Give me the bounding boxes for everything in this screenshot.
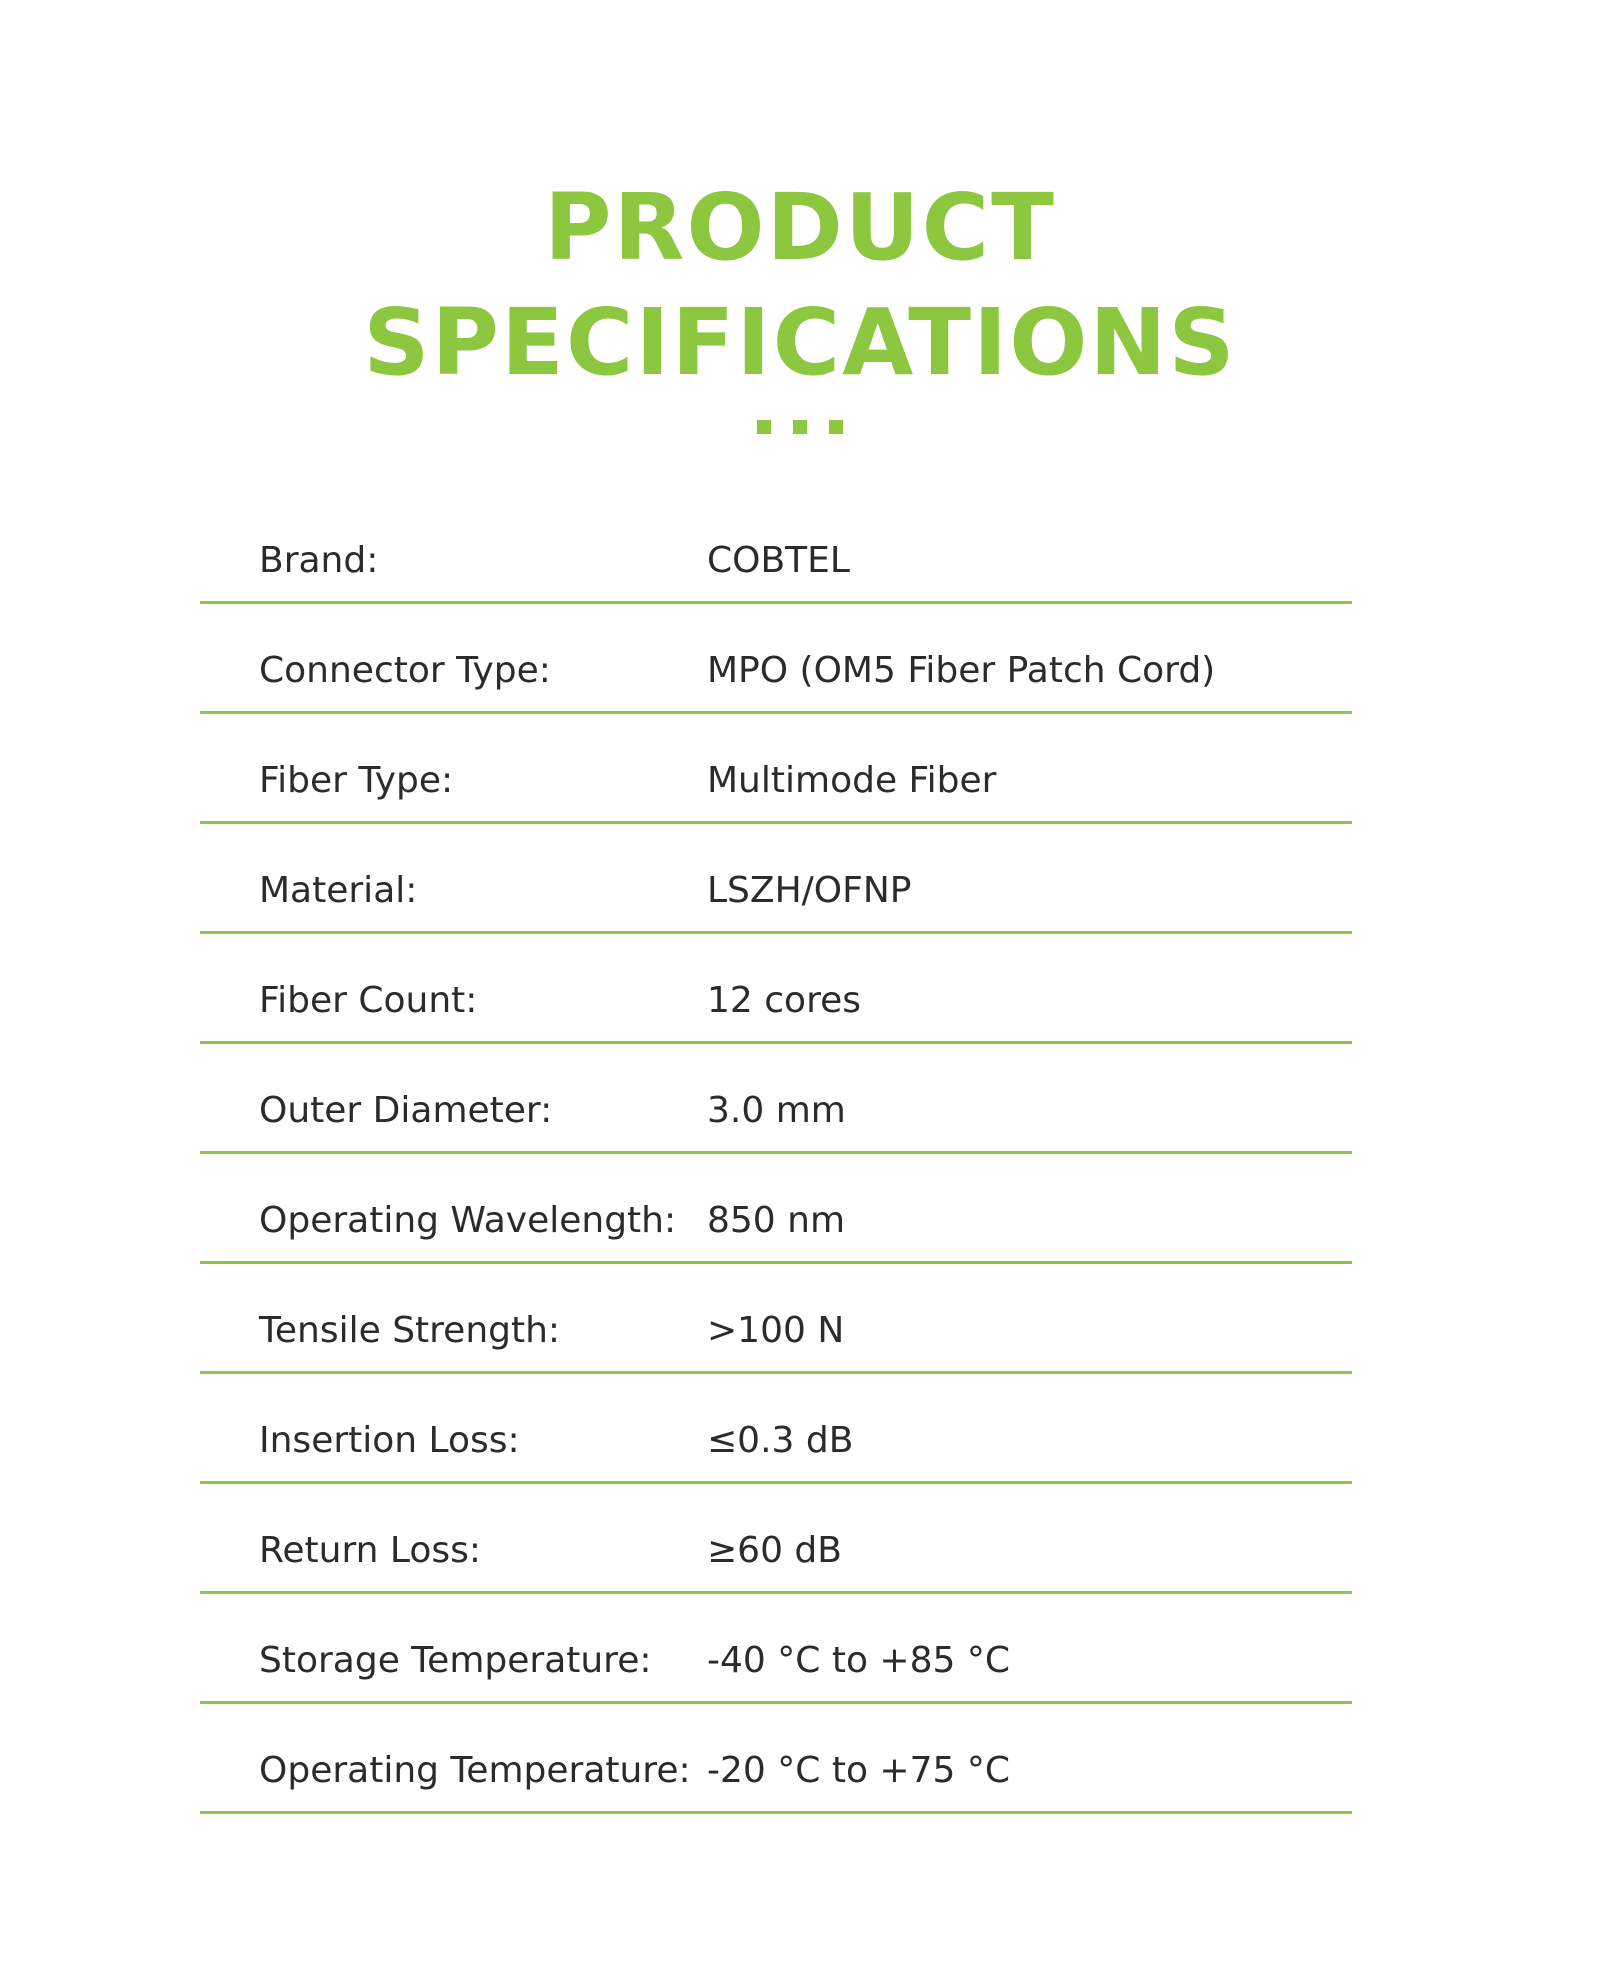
spec-value: Multimode Fiber: [707, 760, 997, 801]
spec-row-operating-temperature: [200, 1704, 1352, 1814]
spec-value: -20 °C to +75 °C: [707, 1750, 1010, 1791]
spec-value: ≤0.3 dB: [707, 1420, 854, 1461]
spec-value: COBTEL: [707, 540, 850, 581]
page-title-line-1: PRODUCT: [544, 174, 1056, 281]
spec-row-operating-wavelength: [200, 1154, 1352, 1264]
spec-value: 3.0 mm: [707, 1090, 846, 1131]
spec-value: 850 nm: [707, 1200, 846, 1241]
spec-row-fiber-count: [200, 934, 1352, 1044]
spec-label: Operating Temperature:: [259, 1750, 691, 1791]
spec-value: -40 °C to +85 °C: [707, 1640, 1010, 1681]
spec-row-brand: [200, 494, 1352, 604]
spec-row-connector-type: [200, 604, 1352, 714]
spec-row-storage-temperature: [200, 1594, 1352, 1704]
spec-row-insertion-loss: [200, 1374, 1352, 1484]
spec-row-material: [200, 824, 1352, 934]
spec-row-tensile-strength: [200, 1264, 1352, 1374]
decoration-dot: [757, 420, 771, 434]
specifications-table: [200, 494, 1352, 1814]
title-decoration-dots: [757, 420, 843, 434]
spec-label: Outer Diameter:: [259, 1090, 553, 1131]
spec-value: 12 cores: [707, 980, 861, 1021]
spec-label: Tensile Strength:: [259, 1310, 561, 1351]
spec-value: MPO (OM5 Fiber Patch Cord): [707, 650, 1216, 691]
spec-label: Storage Temperature:: [259, 1640, 652, 1681]
page-title-line-2: SPECIFICATIONS: [363, 289, 1237, 396]
spec-label: Fiber Type:: [259, 760, 454, 801]
spec-value: LSZH/OFNP: [707, 870, 912, 911]
decoration-dot: [829, 420, 843, 434]
decoration-dot: [793, 420, 807, 434]
spec-row-return-loss: [200, 1484, 1352, 1594]
spec-value: >100 N: [707, 1310, 845, 1351]
spec-label: Fiber Count:: [259, 980, 478, 1021]
spec-label: Material:: [259, 870, 418, 911]
spec-row-fiber-type: [200, 714, 1352, 824]
spec-label: Return Loss:: [259, 1530, 481, 1571]
spec-label: Brand:: [259, 540, 379, 581]
spec-value: ≥60 dB: [707, 1530, 842, 1571]
spec-label: Connector Type:: [259, 650, 551, 691]
spec-label: Insertion Loss:: [259, 1420, 520, 1461]
spec-label: Operating Wavelength:: [259, 1200, 677, 1241]
spec-row-outer-diameter: [200, 1044, 1352, 1154]
